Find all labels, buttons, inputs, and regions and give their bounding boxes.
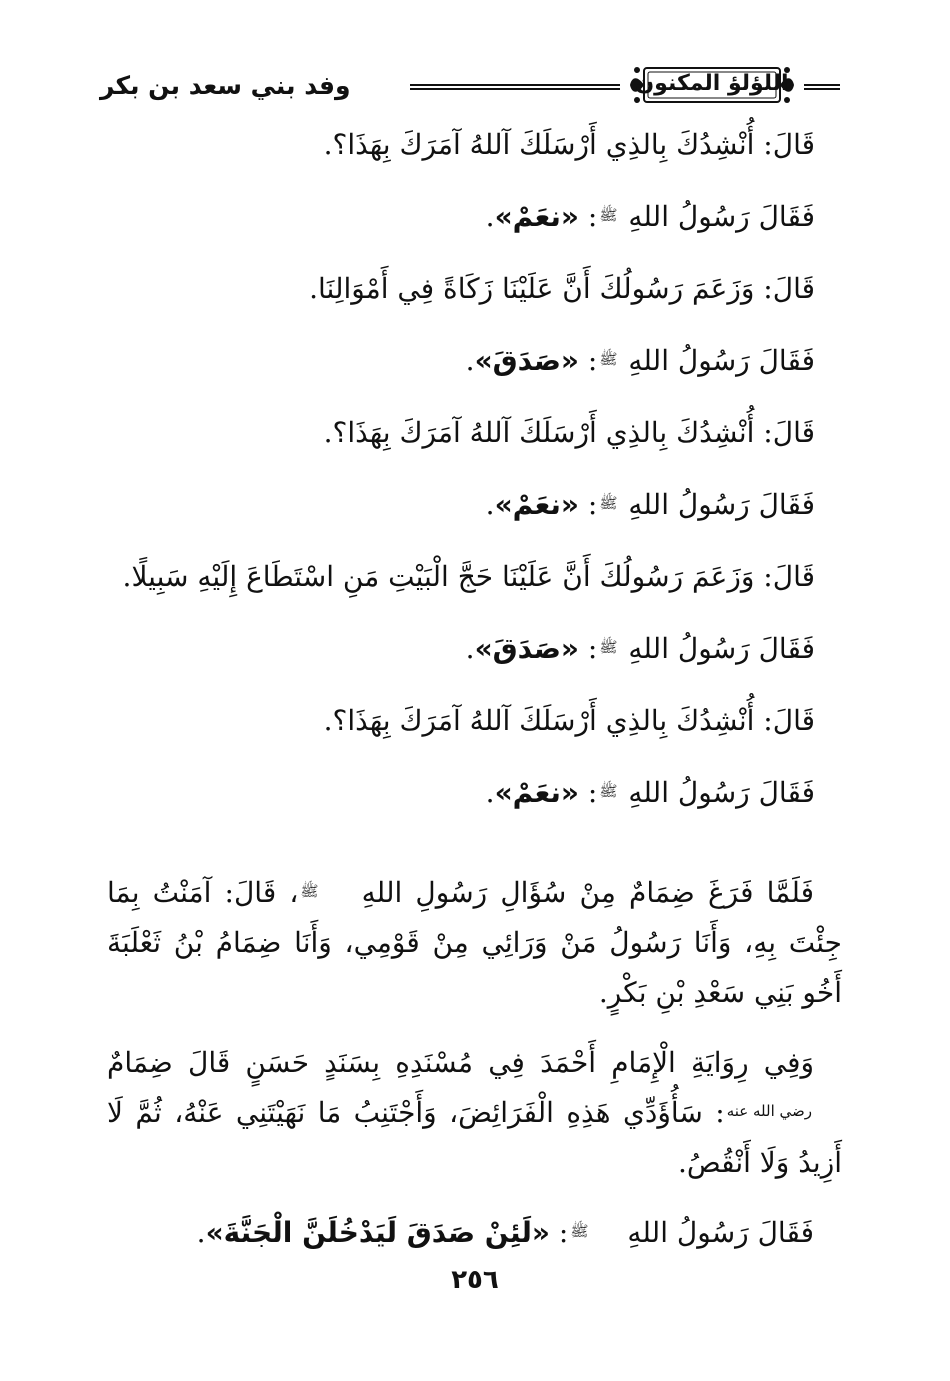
line-text: فَقَالَ رَسُولُ اللهِ [628, 488, 815, 521]
punct: . [485, 776, 495, 809]
paragraph-dimam-faith [107, 868, 842, 1018]
pbuh-glyph: ﷺ [300, 882, 319, 900]
line-text: فَقَالَ رَسُولُ اللهِ [628, 200, 815, 233]
running-header [100, 58, 840, 116]
dialogue-line-3 [105, 269, 815, 309]
paragraph-text: فَلَمَّا فَرَغَ ضِمَامٌ مِنْ سُؤَالِ رَسُولِ اللهِ [361, 876, 815, 909]
pbuh-glyph: ﷺ [599, 494, 618, 512]
line-text: فَقَالَ رَسُولُ اللهِ [628, 776, 815, 809]
chapter-title: وفد بني سعد بن بكر [100, 71, 351, 100]
dialogue-line-1 [105, 125, 815, 165]
dialogue-line-7 [105, 557, 815, 597]
dialogue-line-10: فَقَالَ رَسُولُ اللهِ ﷺ: «نعَمْ». [485, 776, 815, 809]
pbuh-glyph: ﷺ [599, 350, 618, 368]
punct: . [465, 344, 475, 377]
narrative-block [107, 868, 842, 1278]
dialogue-line-5 [105, 413, 815, 453]
header-rule-middle [410, 84, 620, 90]
paragraph-text: فَقَالَ رَسُولُ اللهِ [627, 1216, 814, 1249]
line-text: قَالَ: أُنْشِدُكَ بِالذِي أَرْسَلَكَ آللهُ آمَرَكَ بِهَذَا؟. [323, 128, 815, 161]
dialogue-line-9 [105, 701, 815, 741]
answer-text: «صَدَقَ» [474, 632, 580, 665]
header-rule-right [804, 84, 840, 90]
answer-text: «نعَمْ» [494, 488, 580, 521]
page-number: ٢٥٦ [451, 1265, 499, 1295]
answer-text: «نعَمْ» [494, 200, 580, 233]
punct: . [485, 200, 495, 233]
punct: . [465, 632, 475, 665]
book-title: اللؤلؤ المكنون [635, 71, 789, 96]
paragraph-prophet-reply: فَقَالَ رَسُولُ اللهِ ﷺ: «لَئِنْ صَدَقَ لَيَدْخُلَنَّ الْجَنَّةَ». [196, 1216, 814, 1249]
paragraph-ahmad-narration [107, 1038, 842, 1188]
book-title-cartouche [628, 62, 796, 108]
paragraph-text: وَفِي رِوَايَةِ الْإِمَامِ أَحْمَدَ فِي مُسْنَدِهِ بِسَنَدٍ حَسَنٍ قَالَ ضِمَامٌ [107, 1046, 814, 1079]
line-text: قَالَ: وَزَعَمَ رَسُولُكَ أَنَّ عَلَيْنَا حَجَّ الْبَيْتِ مَنِ اسْتَطَاعَ إِلَيْهِ سَبِيلًا. [122, 560, 815, 593]
line-text: قَالَ: أُنْشِدُكَ بِالذِي أَرْسَلَكَ آللهُ آمَرَكَ بِهَذَا؟. [323, 416, 815, 449]
line-text: قَالَ: وَزَعَمَ رَسُولُكَ أَنَّ عَلَيْنَا زَكَاةً فِي أَمْوَالِنَا. [309, 272, 815, 305]
pbuh-glyph: ﷺ [599, 638, 618, 656]
paragraph-text: : سَأُؤَدِّي هَذِهِ الْفَرَائِضَ، وَأَجْتَنِبُ مَا نَهَيْتَنِي عَنْهُ، ثُمَّ لَا أَزِيدُ وَلَا أَنْقُصُ. [107, 1096, 842, 1179]
pbuh-glyph: ﷺ [599, 782, 618, 800]
punct: . [196, 1216, 206, 1249]
dialogue-line-2: فَقَالَ رَسُولُ اللهِ ﷺ: «نعَمْ». [485, 200, 815, 233]
dialogue-block [105, 125, 815, 845]
pbuh-glyph: ﷺ [599, 206, 618, 224]
ra-glyph: رضي الله عنه [726, 1102, 812, 1120]
dialogue-line-8: فَقَالَ رَسُولُ اللهِ ﷺ: «صَدَقَ». [465, 632, 815, 665]
paragraph-text: ، قَالَ: آمَنْتُ بِمَا جِئْتَ بِهِ، وَأَنَا رَسُولُ مَنْ وَرَائِي مِنْ قَوْمِي، وَأَنَا ضِمَامُ بْنُ ثَعْلَبَةَ أَخُو بَنِي سَعْدِ بْنِ بَكْرٍ. [107, 876, 842, 1009]
pbuh-glyph: ﷺ [570, 1222, 589, 1240]
line-text: قَالَ: أُنْشِدُكَ بِالذِي أَرْسَلَكَ آللهُ آمَرَكَ بِهَذَا؟. [323, 704, 815, 737]
line-text: فَقَالَ رَسُولُ اللهِ [628, 632, 815, 665]
line-text: فَقَالَ رَسُولُ اللهِ [628, 344, 815, 377]
punct: . [485, 488, 495, 521]
dialogue-line-6: فَقَالَ رَسُولُ اللهِ ﷺ: «نعَمْ». [485, 488, 815, 521]
answer-text: «صَدَقَ» [474, 344, 580, 377]
dialogue-line-4: فَقَالَ رَسُولُ اللهِ ﷺ: «صَدَقَ». [465, 344, 815, 377]
answer-text: «نعَمْ» [494, 776, 580, 809]
answer-text: «لَئِنْ صَدَقَ لَيَدْخُلَنَّ الْجَنَّةَ» [205, 1216, 551, 1249]
